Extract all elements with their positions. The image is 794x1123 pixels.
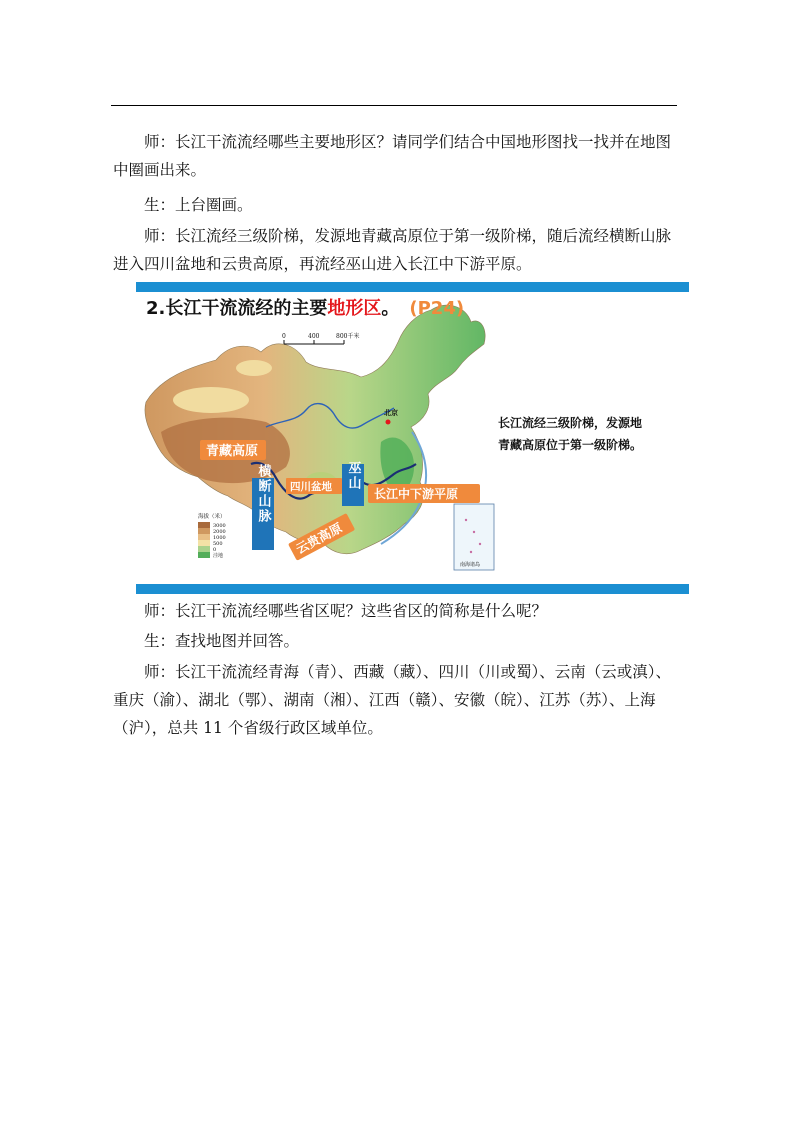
scale-bar (282, 332, 359, 344)
paragraph-teacher-answer-2 (113, 658, 683, 742)
text-line: 师：长江干流流经哪些省区呢？这些省区的简称是什么呢？ (144, 602, 548, 620)
label-sichuan: 四川盆地 (290, 481, 332, 493)
figure-note (498, 412, 683, 456)
figure-title-prefix: 2.长江干流流经的主要 (146, 298, 328, 319)
beijing-label: 北京 (384, 409, 398, 417)
legend-item: 500 (213, 541, 223, 547)
inset-label: 南海诸岛 (460, 562, 481, 568)
legend-item: 2000 (213, 529, 226, 535)
figure-title-page: (P24) (409, 298, 465, 319)
header-rule (111, 105, 677, 106)
text-line: 师：长江干流流经青海（青）、西藏（藏）、四川（川或蜀）、云南（云或滇）、 (144, 663, 672, 681)
text-line: 中圈画出来。 (113, 161, 207, 179)
legend-item: 3000 (213, 523, 226, 529)
legend-item: 1000 (213, 535, 226, 541)
text-line: 进入四川盆地和云贵高原，再流经巫山进入长江中下游平原。 (113, 255, 532, 273)
text-line: 生：上台圈画。 (144, 196, 253, 214)
text-line: 师：长江干流流经哪些主要地形区？请同学们结合中国地形图找一找并在地图 (144, 133, 672, 151)
scale-zero: 0 (282, 333, 286, 340)
elevation-legend (198, 512, 226, 559)
terrain-map-figure (136, 282, 689, 594)
scale-end: 800千米 (336, 333, 360, 340)
paragraph-student-2 (113, 627, 683, 655)
label-plain: 长江中下游平原 (374, 487, 459, 501)
text-line: 师：长江流经三级阶梯，发源地青藏高原位于第一级阶梯，随后流经横断山脉 (144, 227, 672, 245)
label-hengduan: 横断山脉 (255, 464, 271, 524)
scale-mid: 400 (308, 333, 320, 340)
label-qingzang: 青藏高原 (206, 444, 259, 459)
figure-title-end: 。 (381, 298, 400, 319)
text-line: 生：查找地图并回答。 (144, 632, 300, 650)
legend-title: 海拔（米） (198, 514, 226, 520)
paragraph-teacher-question-2 (113, 597, 683, 625)
beijing-marker (386, 420, 391, 425)
label-yungui: 云贵高原 (293, 519, 345, 557)
figure-title (146, 294, 464, 320)
text-line: （沪），总共 11 个省级行政区域单位。 (113, 719, 383, 737)
legend-item: 0 (213, 547, 217, 553)
figure-title-highlight: 地形区 (327, 298, 382, 319)
junggar-basin (236, 360, 272, 376)
figure-bottom-bar (136, 584, 689, 594)
tarim-basin (173, 387, 249, 413)
note-line: 青藏高原位于第一级阶梯。 (498, 438, 643, 452)
paragraph-teacher-question-1 (113, 128, 683, 184)
south-china-sea-inset (454, 504, 494, 570)
note-line: 长江流经三级阶梯，发源地 (498, 416, 643, 430)
paragraph-teacher-answer-1 (113, 222, 683, 278)
text-line: 重庆（渝）、湖北（鄂）、湖南（湘）、江西（赣）、安徽（皖）、江苏（苏）、上海 (113, 691, 656, 709)
label-wushan: 巫山 (345, 461, 361, 491)
legend-item: 洼地 (213, 553, 224, 559)
paragraph-student-1 (113, 191, 683, 219)
